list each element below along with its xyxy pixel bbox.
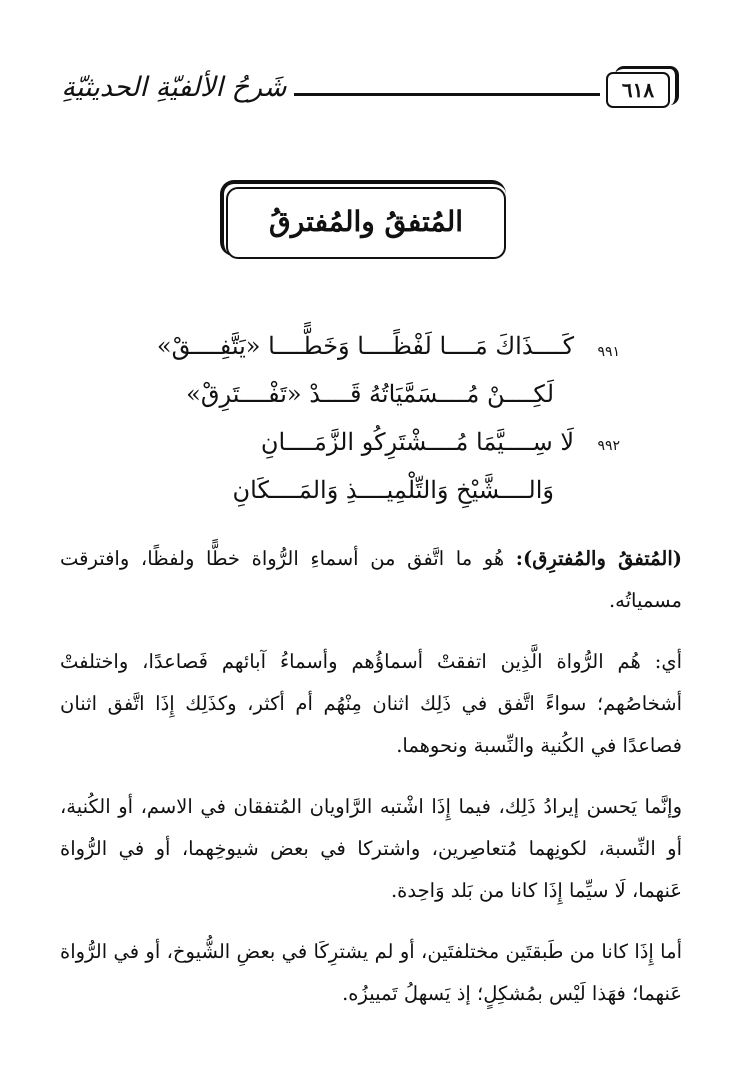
verse-number: ٩٩١	[597, 344, 620, 360]
verse-first-hemistich: لَا سِــــيَّمَا مُــــشْتَرِكُو الزَّمَــــانِ	[260, 428, 574, 456]
verse-number: ٩٩٢	[597, 438, 620, 454]
section-title: المُتفقُ والمُفترقُ	[226, 187, 506, 259]
header-rule	[294, 93, 600, 96]
verse-second-hemistich: وَالــــشَّيْخِ وَالتِّلْمِيــــذِ وَالمَــــكَانِ	[232, 476, 554, 504]
page-header	[58, 66, 674, 114]
term-heading: (المُتفقُ والمُفترِق):	[515, 547, 682, 570]
verses-block	[120, 320, 620, 520]
verse-second-hemistich: لَكِــــنْ مُــــسَمَّيَاتُهُ قَــــدْ «تَفْــــتَرِقْ»	[186, 380, 554, 408]
body-text	[60, 538, 682, 1034]
paragraph-text: أي: هُم الرُّواة الَّذِين اتفقتْ أسماؤُهم وأسماءُ آبائهم فَصاعدًا، واختلفتْ أشخاصُهم؛ سواءً اتَّفق في ذَلِك اثنان مِنْهُم أم أكثر، وكذَلِك إِذَا اتَّفق اثنان فصاعدًا في الكُنية والنِّسبة ونحوهما.	[60, 650, 682, 757]
page-number: ٦١٨	[606, 72, 670, 108]
paragraph-text: أما إِذَا كانا من طَبقتَين مختلفتَين، أو لم يشترِكَا في بعضِ الشُّيوخ، أو في الرُّواة عَنهما؛ فهَذا لَيْس بمُشكِلٍ؛ إذ يَسهلُ تَمييزُه.	[60, 940, 682, 1005]
paragraph-text: وإنَّما يَحسن إيرادُ ذَلِك، فيما إِذَا اشْتبه الرَّاويان المُتفقان في الاسم، أو الكُنية، أو النِّسبة، لكونِهما مُتعاصِرين، واشتركا في بعض شيوخِهما، أو في الرُّواة عَنهما، لَا سيِّما إِذَا كانا من بَلد وَاحِدة.	[60, 795, 682, 902]
verse-first-hemistich: كَــــذَاكَ مَــــا لَفْظًــــا وَخَطًّــــا «يَتَّفِــــقْ»	[156, 332, 574, 360]
section-title-frame	[220, 180, 510, 260]
paragraph	[60, 931, 682, 1015]
paragraph-definition	[60, 538, 682, 622]
paragraph	[60, 641, 682, 767]
paragraph-text: هُو ما اتَّفق من أسماءِ الرُّواة خطًّا ولفظًا، وافترقت مسمياتُه.	[60, 547, 682, 612]
running-title: شَرحُ الألفيّةِ الحديثيّةِ	[61, 72, 287, 103]
paragraph	[60, 786, 682, 912]
